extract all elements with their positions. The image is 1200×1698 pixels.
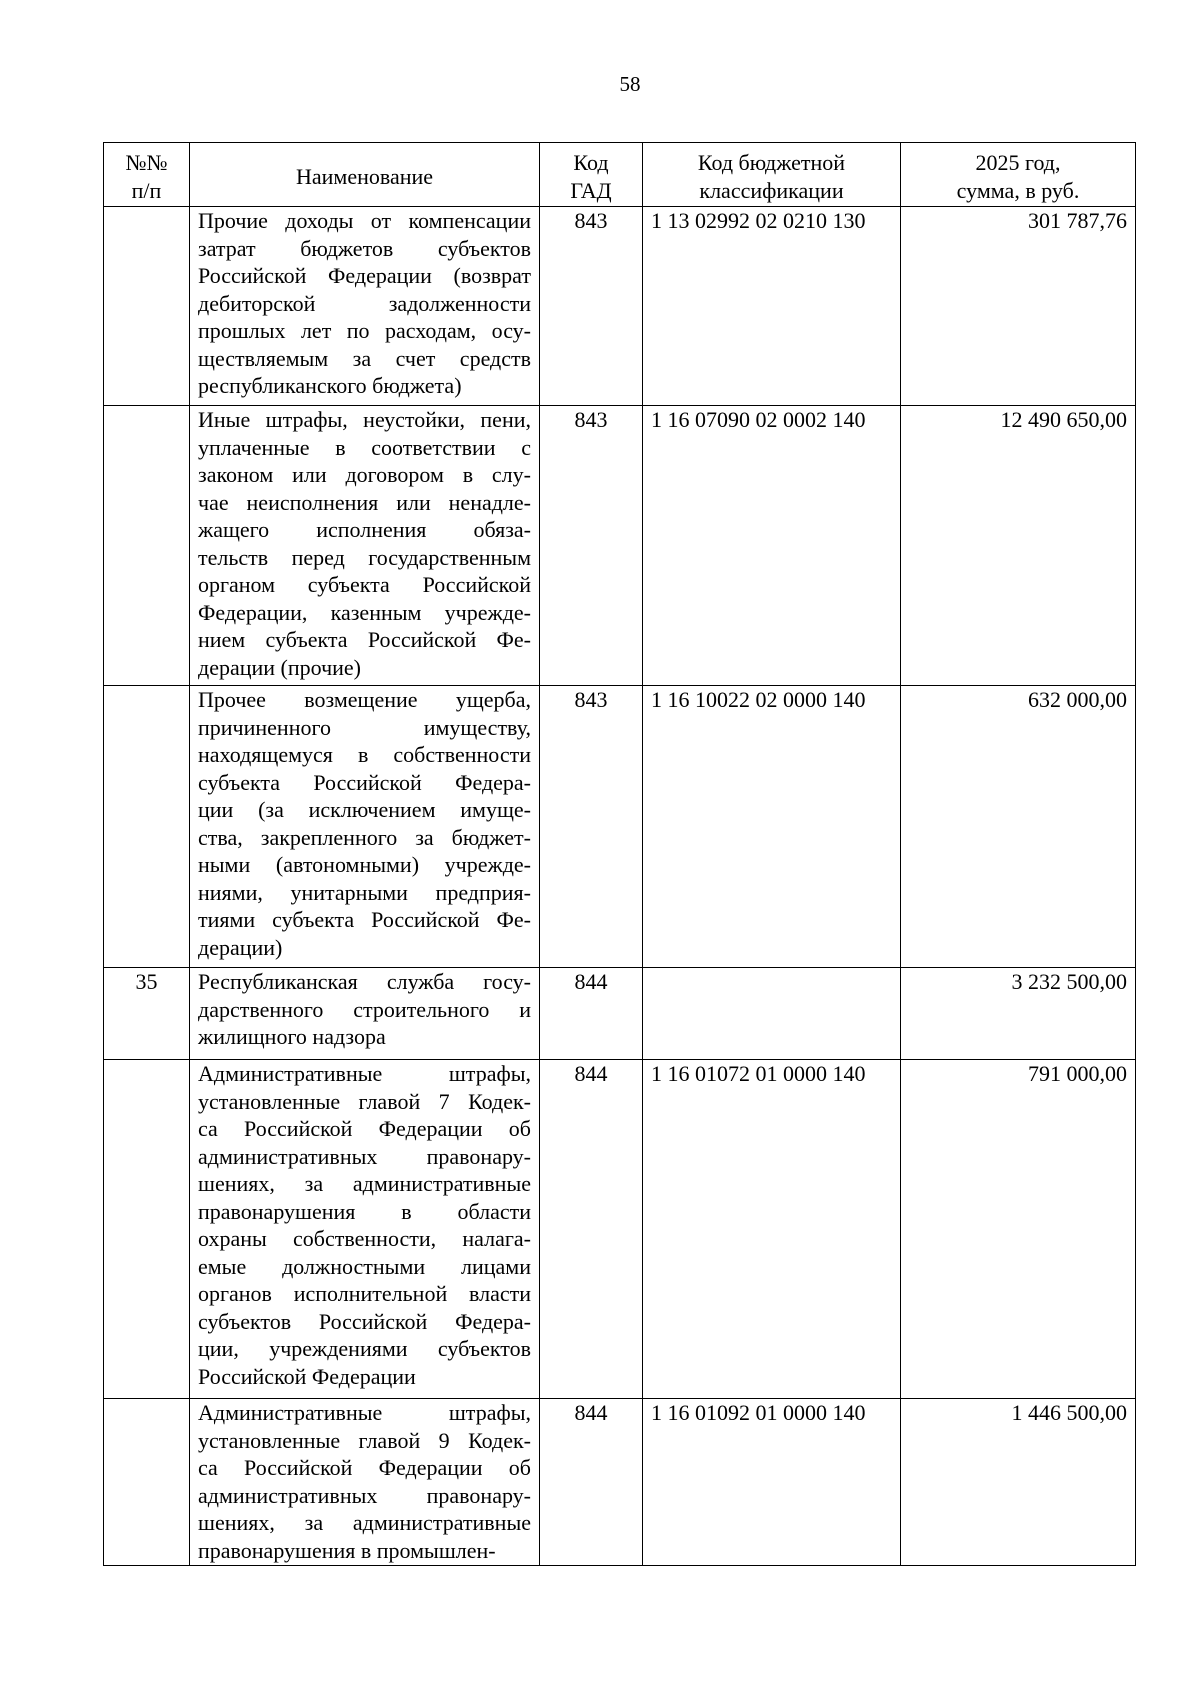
header-name-text: Наименование <box>295 163 434 189</box>
header-num <box>104 143 190 207</box>
row-name-line: ществляемым за счет средств <box>198 345 531 371</box>
page-number: 58 <box>619 72 641 96</box>
row-name-line: Административные штрафы, <box>198 1400 531 1425</box>
row-number <box>104 686 190 968</box>
row-name-line: тиями субъекта Российской Фе- <box>198 907 531 932</box>
row-name-line: са Российской Федерации об <box>198 1116 531 1141</box>
row-name <box>190 686 540 968</box>
row-name-line: правонарушения в промышлен- <box>198 1537 496 1563</box>
header-num-line-1: №№ <box>125 150 168 175</box>
row-name-line: уплаченные в соответствии с <box>198 434 531 460</box>
row-name-line: установленные главой 7 Кодек- <box>198 1088 531 1114</box>
header-num-line-2: п/п <box>131 177 162 203</box>
budget-table <box>103 142 1136 1566</box>
row-sum: 632 000,00 <box>901 686 1136 968</box>
header-gad-line-2: ГАД <box>570 177 612 203</box>
row-name-line: нием субъекта Российской Фе- <box>198 627 531 652</box>
row-gad-code: 844 <box>540 1060 643 1399</box>
row-budget-code: 1 16 01092 01 0000 140 <box>643 1399 901 1566</box>
header-sum <box>901 143 1136 207</box>
row-name-line: Административные штрафы, <box>198 1061 531 1086</box>
header-gad-line-1: Код <box>573 150 609 175</box>
row-name-line: шениях, за административные <box>198 1171 531 1196</box>
row-name-line: тельств перед государственным <box>198 544 531 570</box>
table-row <box>104 406 1136 686</box>
row-name-line: правонарушения в области <box>198 1198 531 1224</box>
row-gad-code: 844 <box>540 968 643 1060</box>
row-name <box>190 1399 540 1566</box>
row-name-line: дарственного строительного и <box>198 996 531 1022</box>
row-name-line: жащего исполнения обяза- <box>198 517 531 542</box>
row-name <box>190 968 540 1060</box>
row-number <box>104 1060 190 1399</box>
row-number <box>104 1399 190 1566</box>
row-name-line: ными (автономными) учрежде- <box>198 852 531 877</box>
header-kbk-line-1: Код бюджетной <box>697 150 846 175</box>
row-sum: 301 787,76 <box>901 207 1136 406</box>
row-name-line: Прочие доходы от компенсации <box>198 208 531 233</box>
row-name-line: Республиканская служба госу- <box>198 969 531 994</box>
row-sum: 791 000,00 <box>901 1060 1136 1399</box>
row-gad-code: 843 <box>540 406 643 686</box>
row-name-line: затрат бюджетов субъектов <box>198 235 531 261</box>
row-name-line: установленные главой 9 Кодек- <box>198 1427 531 1453</box>
row-name-line: Российской Федерации (возврат <box>198 263 531 288</box>
row-sum: 1 446 500,00 <box>901 1399 1136 1566</box>
row-name-line: Федерации, казенным учрежде- <box>198 599 531 625</box>
row-name-line: административных правонару- <box>198 1143 531 1169</box>
row-name-line: субъектов Российской Федера- <box>198 1308 531 1334</box>
row-number: 35 <box>104 968 190 1060</box>
row-name-line: ства, закрепленного за бюджет- <box>198 824 531 850</box>
row-name-line: Российской Федерации <box>198 1363 416 1389</box>
row-name-line: жилищного надзора <box>198 1024 386 1049</box>
row-name-line: охраны собственности, налага- <box>198 1226 531 1251</box>
header-kbk-line-2: классификации <box>699 177 844 203</box>
row-name-line: органом субъекта Российской <box>198 572 531 597</box>
table-row <box>104 1399 1136 1566</box>
row-number <box>104 406 190 686</box>
row-name-line: Прочее возмещение ущерба, <box>198 687 531 712</box>
row-name-line: республиканского бюджета) <box>198 373 462 398</box>
row-name-line: законом или договором в слу- <box>198 462 531 487</box>
row-name <box>190 406 540 686</box>
table-row <box>104 1060 1136 1399</box>
row-name-line: Иные штрафы, неустойки, пени, <box>198 407 531 432</box>
header-sum-line-1: 2025 год, <box>975 150 1061 175</box>
row-name-line: органов исполнительной власти <box>198 1281 531 1306</box>
row-name-line: ции (за исключением имуще- <box>198 797 531 822</box>
row-name <box>190 207 540 406</box>
table-row <box>104 968 1136 1060</box>
row-name-line: прошлых лет по расходам, осу- <box>198 318 531 343</box>
row-budget-code: 1 16 10022 02 0000 140 <box>643 686 901 968</box>
row-name <box>190 1060 540 1399</box>
row-budget-code: 1 16 01072 01 0000 140 <box>643 1060 901 1399</box>
row-sum: 3 232 500,00 <box>901 968 1136 1060</box>
row-name-line: са Российской Федерации об <box>198 1455 531 1480</box>
row-name-line: чае неисполнения или ненадле- <box>198 489 531 515</box>
row-name-line: дерации) <box>198 934 283 960</box>
table-header-row <box>104 143 1136 207</box>
header-name <box>190 143 540 207</box>
row-budget-code: 1 13 02992 02 0210 130 <box>643 207 901 406</box>
row-name-line: субъекта Российской Федера- <box>198 769 531 795</box>
table-row <box>104 686 1136 968</box>
header-kbk <box>643 143 901 207</box>
header-gad <box>540 143 643 207</box>
row-name-line: дерации (прочие) <box>198 654 362 680</box>
table-body <box>104 207 1136 1566</box>
row-name-line: шениях, за административные <box>198 1510 531 1535</box>
row-sum: 12 490 650,00 <box>901 406 1136 686</box>
row-name-line: находящемуся в собственности <box>198 742 531 767</box>
row-name-line: причиненного имуществу, <box>198 714 531 740</box>
row-name-line: ниями, унитарными предприя- <box>198 879 531 905</box>
row-name-line: административных правонару- <box>198 1482 531 1508</box>
row-budget-code <box>643 968 901 1060</box>
row-number <box>104 207 190 406</box>
header-sum-line-2: сумма, в руб. <box>956 177 1080 203</box>
row-name-line: ции, учреждениями субъектов <box>198 1336 531 1361</box>
row-gad-code: 843 <box>540 207 643 406</box>
row-gad-code: 844 <box>540 1399 643 1566</box>
table-row <box>104 207 1136 406</box>
row-gad-code: 843 <box>540 686 643 968</box>
row-budget-code: 1 16 07090 02 0002 140 <box>643 406 901 686</box>
row-name-line: дебиторской задолженности <box>198 290 531 316</box>
row-name-line: емые должностными лицами <box>198 1253 531 1279</box>
